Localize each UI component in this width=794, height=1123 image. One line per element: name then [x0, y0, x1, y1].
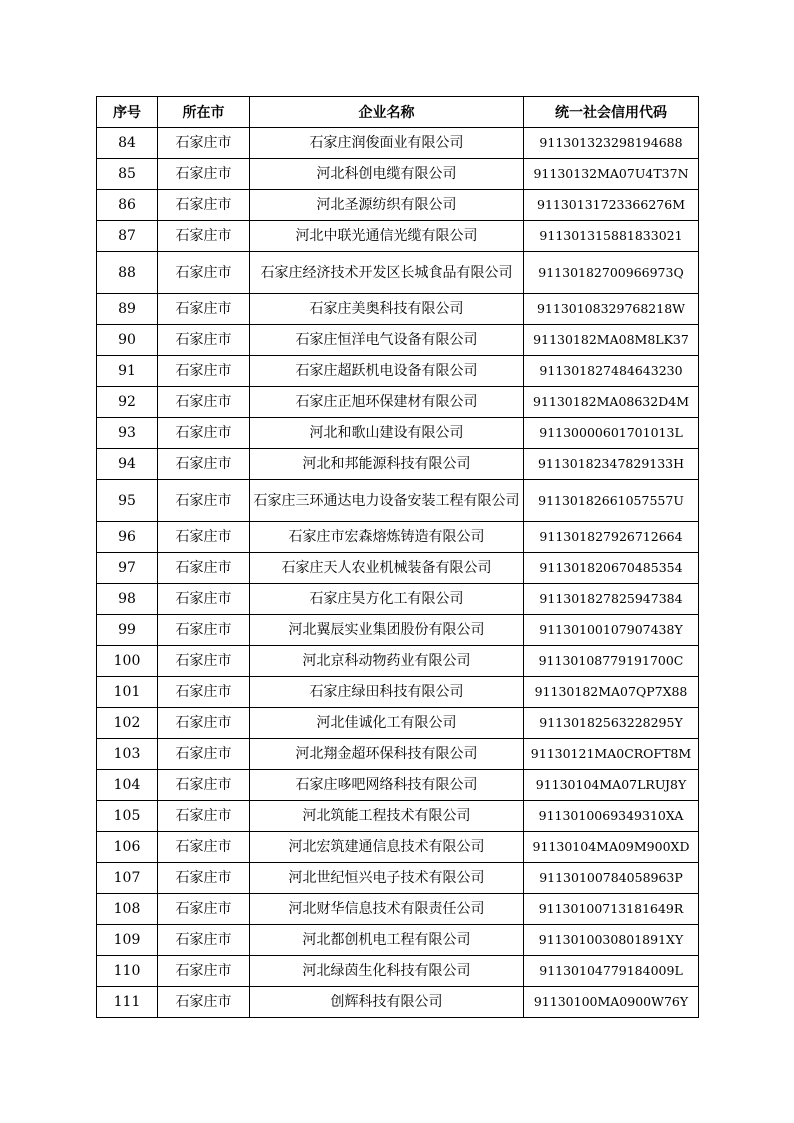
serial-no-cell: 98 [97, 584, 158, 615]
city-cell: 石家庄市 [158, 325, 250, 356]
table-body [97, 128, 699, 1018]
serial-no-cell: 104 [97, 770, 158, 801]
serial-no-cell: 96 [97, 522, 158, 553]
table-row [97, 480, 699, 522]
serial-no-cell: 106 [97, 832, 158, 863]
table-row [97, 863, 699, 894]
table-row [97, 522, 699, 553]
table-row [97, 677, 699, 708]
city-cell: 石家庄市 [158, 615, 250, 646]
header-credit-code: 统一社会信用代码 [524, 97, 699, 128]
city-cell: 石家庄市 [158, 356, 250, 387]
city-cell: 石家庄市 [158, 553, 250, 584]
serial-no-cell: 107 [97, 863, 158, 894]
table-row [97, 553, 699, 584]
company-table [96, 96, 699, 1018]
credit-code-cell: 91130104MA07LRUJ8Y [524, 770, 699, 801]
city-cell: 石家庄市 [158, 925, 250, 956]
serial-no-cell: 103 [97, 739, 158, 770]
table-row [97, 325, 699, 356]
credit-code-cell: 91130182661057557U [524, 480, 699, 522]
credit-code-cell: 911301827825947384 [524, 584, 699, 615]
serial-no-cell: 108 [97, 894, 158, 925]
table-row [97, 128, 699, 159]
company-name-cell: 石家庄美奥科技有限公司 [250, 294, 524, 325]
serial-no-cell: 94 [97, 449, 158, 480]
serial-no-cell: 102 [97, 708, 158, 739]
credit-code-cell: 91130100784058963P [524, 863, 699, 894]
serial-no-cell: 91 [97, 356, 158, 387]
table-row [97, 894, 699, 925]
credit-code-cell: 91130121MA0CROFT8M [524, 739, 699, 770]
city-cell: 石家庄市 [158, 221, 250, 252]
credit-code-cell: 911301323298194688 [524, 128, 699, 159]
city-cell: 石家庄市 [158, 770, 250, 801]
city-cell: 石家庄市 [158, 522, 250, 553]
credit-code-cell: 91130100107907438Y [524, 615, 699, 646]
credit-code-cell: 911301820670485354 [524, 553, 699, 584]
serial-no-cell: 110 [97, 956, 158, 987]
table-row [97, 646, 699, 677]
city-cell: 石家庄市 [158, 387, 250, 418]
serial-no-cell: 85 [97, 159, 158, 190]
table-row [97, 159, 699, 190]
company-name-cell: 河北和歌山建设有限公司 [250, 418, 524, 449]
city-cell: 石家庄市 [158, 894, 250, 925]
header-row [97, 97, 699, 128]
serial-no-cell: 92 [97, 387, 158, 418]
company-name-cell: 石家庄绿田科技有限公司 [250, 677, 524, 708]
table-row [97, 801, 699, 832]
company-name-cell: 河北京科动物药业有限公司 [250, 646, 524, 677]
credit-code-cell: 9113010069349310XA [524, 801, 699, 832]
table-row [97, 221, 699, 252]
table-row [97, 832, 699, 863]
serial-no-cell: 105 [97, 801, 158, 832]
serial-no-cell: 100 [97, 646, 158, 677]
company-name-cell: 河北都创机电工程有限公司 [250, 925, 524, 956]
city-cell: 石家庄市 [158, 739, 250, 770]
credit-code-cell: 91130182MA08M8LK37 [524, 325, 699, 356]
serial-no-cell: 87 [97, 221, 158, 252]
company-name-cell: 石家庄正旭环保建材有限公司 [250, 387, 524, 418]
credit-code-cell: 91130104MA09M900XD [524, 832, 699, 863]
city-cell: 石家庄市 [158, 159, 250, 190]
city-cell: 石家庄市 [158, 294, 250, 325]
company-name-cell: 石家庄昊方化工有限公司 [250, 584, 524, 615]
city-cell: 石家庄市 [158, 480, 250, 522]
credit-code-cell: 9113010030801891XY [524, 925, 699, 956]
serial-no-cell: 99 [97, 615, 158, 646]
city-cell: 石家庄市 [158, 418, 250, 449]
table-row [97, 252, 699, 294]
company-name-cell: 河北中联光通信光缆有限公司 [250, 221, 524, 252]
company-name-cell: 石家庄超跃机电设备有限公司 [250, 356, 524, 387]
table-header [97, 97, 699, 128]
serial-no-cell: 97 [97, 553, 158, 584]
city-cell: 石家庄市 [158, 956, 250, 987]
table-row [97, 956, 699, 987]
company-name-cell: 河北财华信息技术有限责任公司 [250, 894, 524, 925]
company-name-cell: 石家庄经济技术开发区长城食品有限公司 [250, 252, 524, 294]
city-cell: 石家庄市 [158, 128, 250, 159]
serial-no-cell: 93 [97, 418, 158, 449]
credit-code-cell: 91130182347829133H [524, 449, 699, 480]
company-name-cell: 河北翔金超环保科技有限公司 [250, 739, 524, 770]
city-cell: 石家庄市 [158, 584, 250, 615]
city-cell: 石家庄市 [158, 449, 250, 480]
company-name-cell: 河北世纪恒兴电子技术有限公司 [250, 863, 524, 894]
credit-code-cell: 91130182MA07QP7X88 [524, 677, 699, 708]
city-cell: 石家庄市 [158, 190, 250, 221]
table-row [97, 770, 699, 801]
credit-code-cell: 91130182563228295Y [524, 708, 699, 739]
company-name-cell: 河北佳诚化工有限公司 [250, 708, 524, 739]
company-name-cell: 石家庄三环通达电力设备安装工程有限公司 [250, 480, 524, 522]
city-cell: 石家庄市 [158, 863, 250, 894]
city-cell: 石家庄市 [158, 832, 250, 863]
table-row [97, 449, 699, 480]
city-cell: 石家庄市 [158, 708, 250, 739]
header-company-name: 企业名称 [250, 97, 524, 128]
credit-code-cell: 91130182700966973Q [524, 252, 699, 294]
table-row [97, 925, 699, 956]
table-row [97, 356, 699, 387]
city-cell: 石家庄市 [158, 987, 250, 1018]
serial-no-cell: 88 [97, 252, 158, 294]
credit-code-cell: 91130182MA08632D4M [524, 387, 699, 418]
table-row [97, 387, 699, 418]
company-name-cell: 河北圣源纺织有限公司 [250, 190, 524, 221]
company-name-cell: 河北筑能工程技术有限公司 [250, 801, 524, 832]
credit-code-cell: 911301315881833021 [524, 221, 699, 252]
header-city: 所在市 [158, 97, 250, 128]
city-cell: 石家庄市 [158, 801, 250, 832]
table-row [97, 708, 699, 739]
company-name-cell: 河北和邦能源科技有限公司 [250, 449, 524, 480]
table-row [97, 739, 699, 770]
credit-code-cell: 91130000601701013L [524, 418, 699, 449]
serial-no-cell: 111 [97, 987, 158, 1018]
serial-no-cell: 109 [97, 925, 158, 956]
credit-code-cell: 911301827484643230 [524, 356, 699, 387]
city-cell: 石家庄市 [158, 677, 250, 708]
serial-no-cell: 86 [97, 190, 158, 221]
serial-no-cell: 84 [97, 128, 158, 159]
serial-no-cell: 90 [97, 325, 158, 356]
credit-code-cell: 91130108779191700C [524, 646, 699, 677]
city-cell: 石家庄市 [158, 252, 250, 294]
company-name-cell: 河北翼辰实业集团股份有限公司 [250, 615, 524, 646]
table-row [97, 615, 699, 646]
serial-no-cell: 95 [97, 480, 158, 522]
company-name-cell: 创辉科技有限公司 [250, 987, 524, 1018]
company-name-cell: 石家庄润俊面业有限公司 [250, 128, 524, 159]
table-row [97, 987, 699, 1018]
city-cell: 石家庄市 [158, 646, 250, 677]
company-name-cell: 石家庄天人农业机械装备有限公司 [250, 553, 524, 584]
company-name-cell: 石家庄市宏森熔炼铸造有限公司 [250, 522, 524, 553]
table-row [97, 584, 699, 615]
company-name-cell: 河北科创电缆有限公司 [250, 159, 524, 190]
table-row [97, 190, 699, 221]
company-name-cell: 河北宏筑建通信息技术有限公司 [250, 832, 524, 863]
serial-no-cell: 101 [97, 677, 158, 708]
table-row [97, 418, 699, 449]
credit-code-cell: 91130100MA0900W76Y [524, 987, 699, 1018]
credit-code-cell: 91130100713181649R [524, 894, 699, 925]
credit-code-cell: 91130104779184009L [524, 956, 699, 987]
company-name-cell: 石家庄恒洋电气设备有限公司 [250, 325, 524, 356]
company-name-cell: 石家庄哆吧网络科技有限公司 [250, 770, 524, 801]
credit-code-cell: 91130131723366276M [524, 190, 699, 221]
header-serial-no: 序号 [97, 97, 158, 128]
credit-code-cell: 911301827926712664 [524, 522, 699, 553]
company-name-cell: 河北绿茵生化科技有限公司 [250, 956, 524, 987]
table-row [97, 294, 699, 325]
credit-code-cell: 91130108329768218W [524, 294, 699, 325]
credit-code-cell: 91130132MA07U4T37N [524, 159, 699, 190]
serial-no-cell: 89 [97, 294, 158, 325]
